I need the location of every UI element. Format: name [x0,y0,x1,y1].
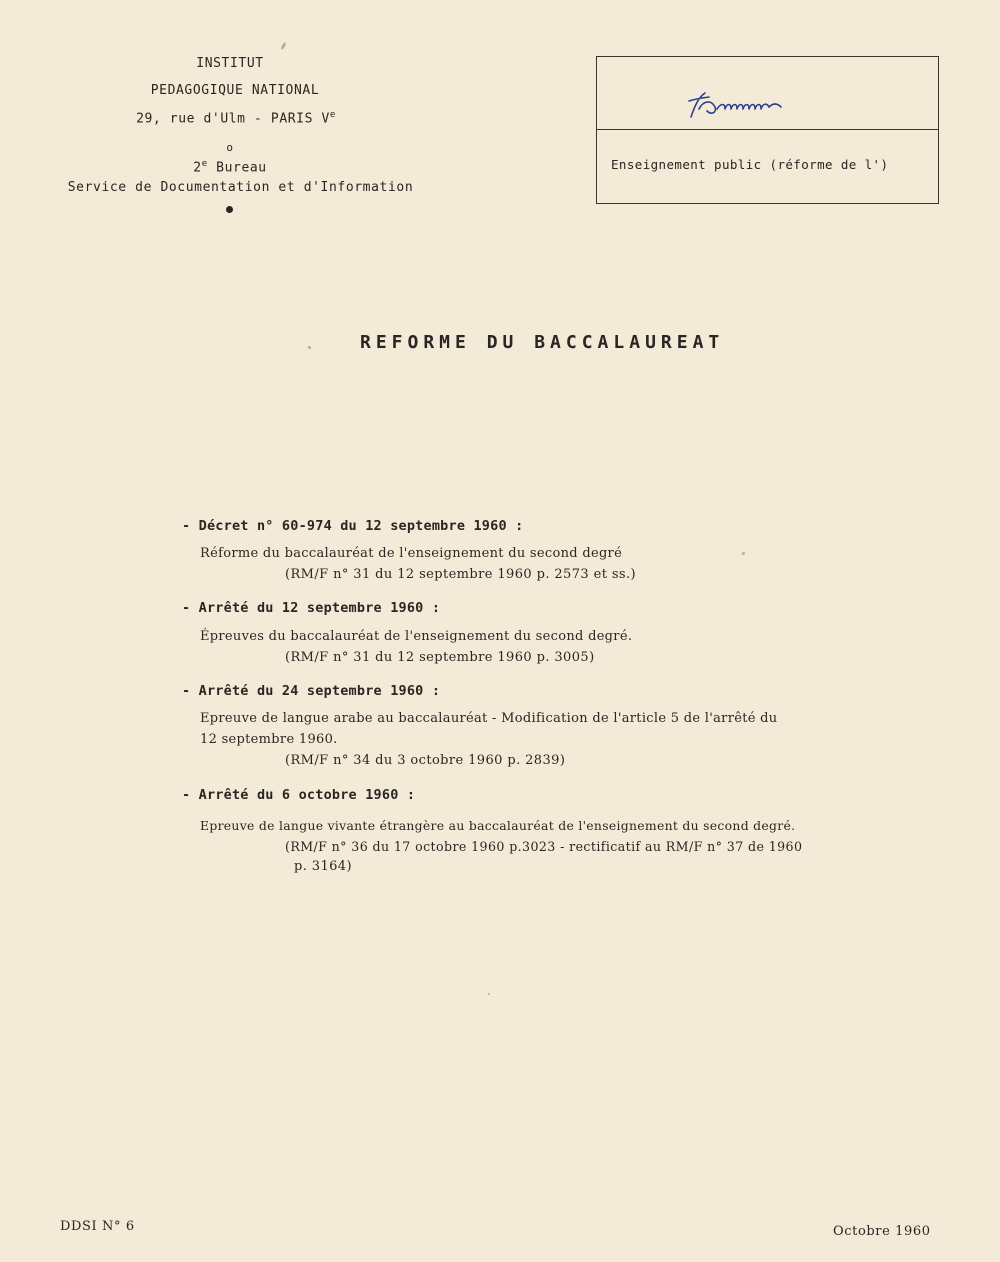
entry-heading: - Arrêté du 24 septembre 1960 : [182,683,441,699]
bureau-text: Bureau [207,160,267,176]
entry-reference-line2: p. 3164) [294,859,352,874]
document-title: REFORME DU BACCALAUREAT [360,332,725,353]
institute-address [96,110,376,126]
subject-box [596,56,939,204]
footer-date: Octobre 1960 [833,1224,931,1239]
entry-description: Epreuve de langue vivante étrangère au baccalauréat de l'enseignement du second degré. [200,818,796,833]
box-divider [597,129,938,130]
footer-document-number: DDSI N° 6 [60,1219,135,1234]
entry-description-line2: 12 septembre 1960. [200,732,338,747]
signature-icon [681,87,791,123]
entry-reference: (RM/F n° 34 du 3 octobre 1960 p. 2839) [285,753,566,768]
entry-reference: (RM/F n° 31 du 12 septembre 1960 p. 2573 et ss.) [285,567,636,582]
entry-description: Épreuves du baccalauréat de l'enseignement du second degré. [200,629,633,644]
paper-speck [308,346,311,349]
bureau-label [90,159,370,175]
paper-speck [488,993,490,995]
entry-reference: (RM/F n° 31 du 12 septembre 1960 p. 3005) [285,650,595,665]
entry-reference-line1: (RM/F n° 36 du 17 octobre 1960 p.3023 - rectificatif au RM/F n° 37 de 1960 [285,839,803,854]
subject-text: Enseignement public (réforme de l') [611,157,889,172]
entry-heading: - Décret n° 60-974 du 12 septembre 1960 : [182,518,524,534]
paper-mark [280,42,287,50]
institute-name-line2: PEDAGOGIQUE NATIONAL [150,83,320,98]
entry-description: Réforme du baccalauréat de l'enseignement du second degré [200,546,623,561]
entry-heading: - Arrêté du 6 octobre 1960 : [182,787,416,803]
bureau-superscript: e [201,159,208,169]
entry-description-line1: Epreuve de langue arabe au baccalauréat - Modification de l'article 5 de l'arrêté du [200,711,778,726]
address-text: 29, rue d'Ulm - PARIS V [136,111,330,127]
address-superscript: e [329,110,336,120]
bullet-dot-icon [226,206,233,213]
entry-heading: - Arrêté du 12 septembre 1960 : [182,600,441,616]
bureau-number: 2 [193,160,202,176]
institute-name-line1: INSTITUT [196,56,264,71]
service-name: Service de Documentation et d'Information [67,180,414,195]
paper-speck [742,552,745,555]
header-separator: o [226,141,234,154]
